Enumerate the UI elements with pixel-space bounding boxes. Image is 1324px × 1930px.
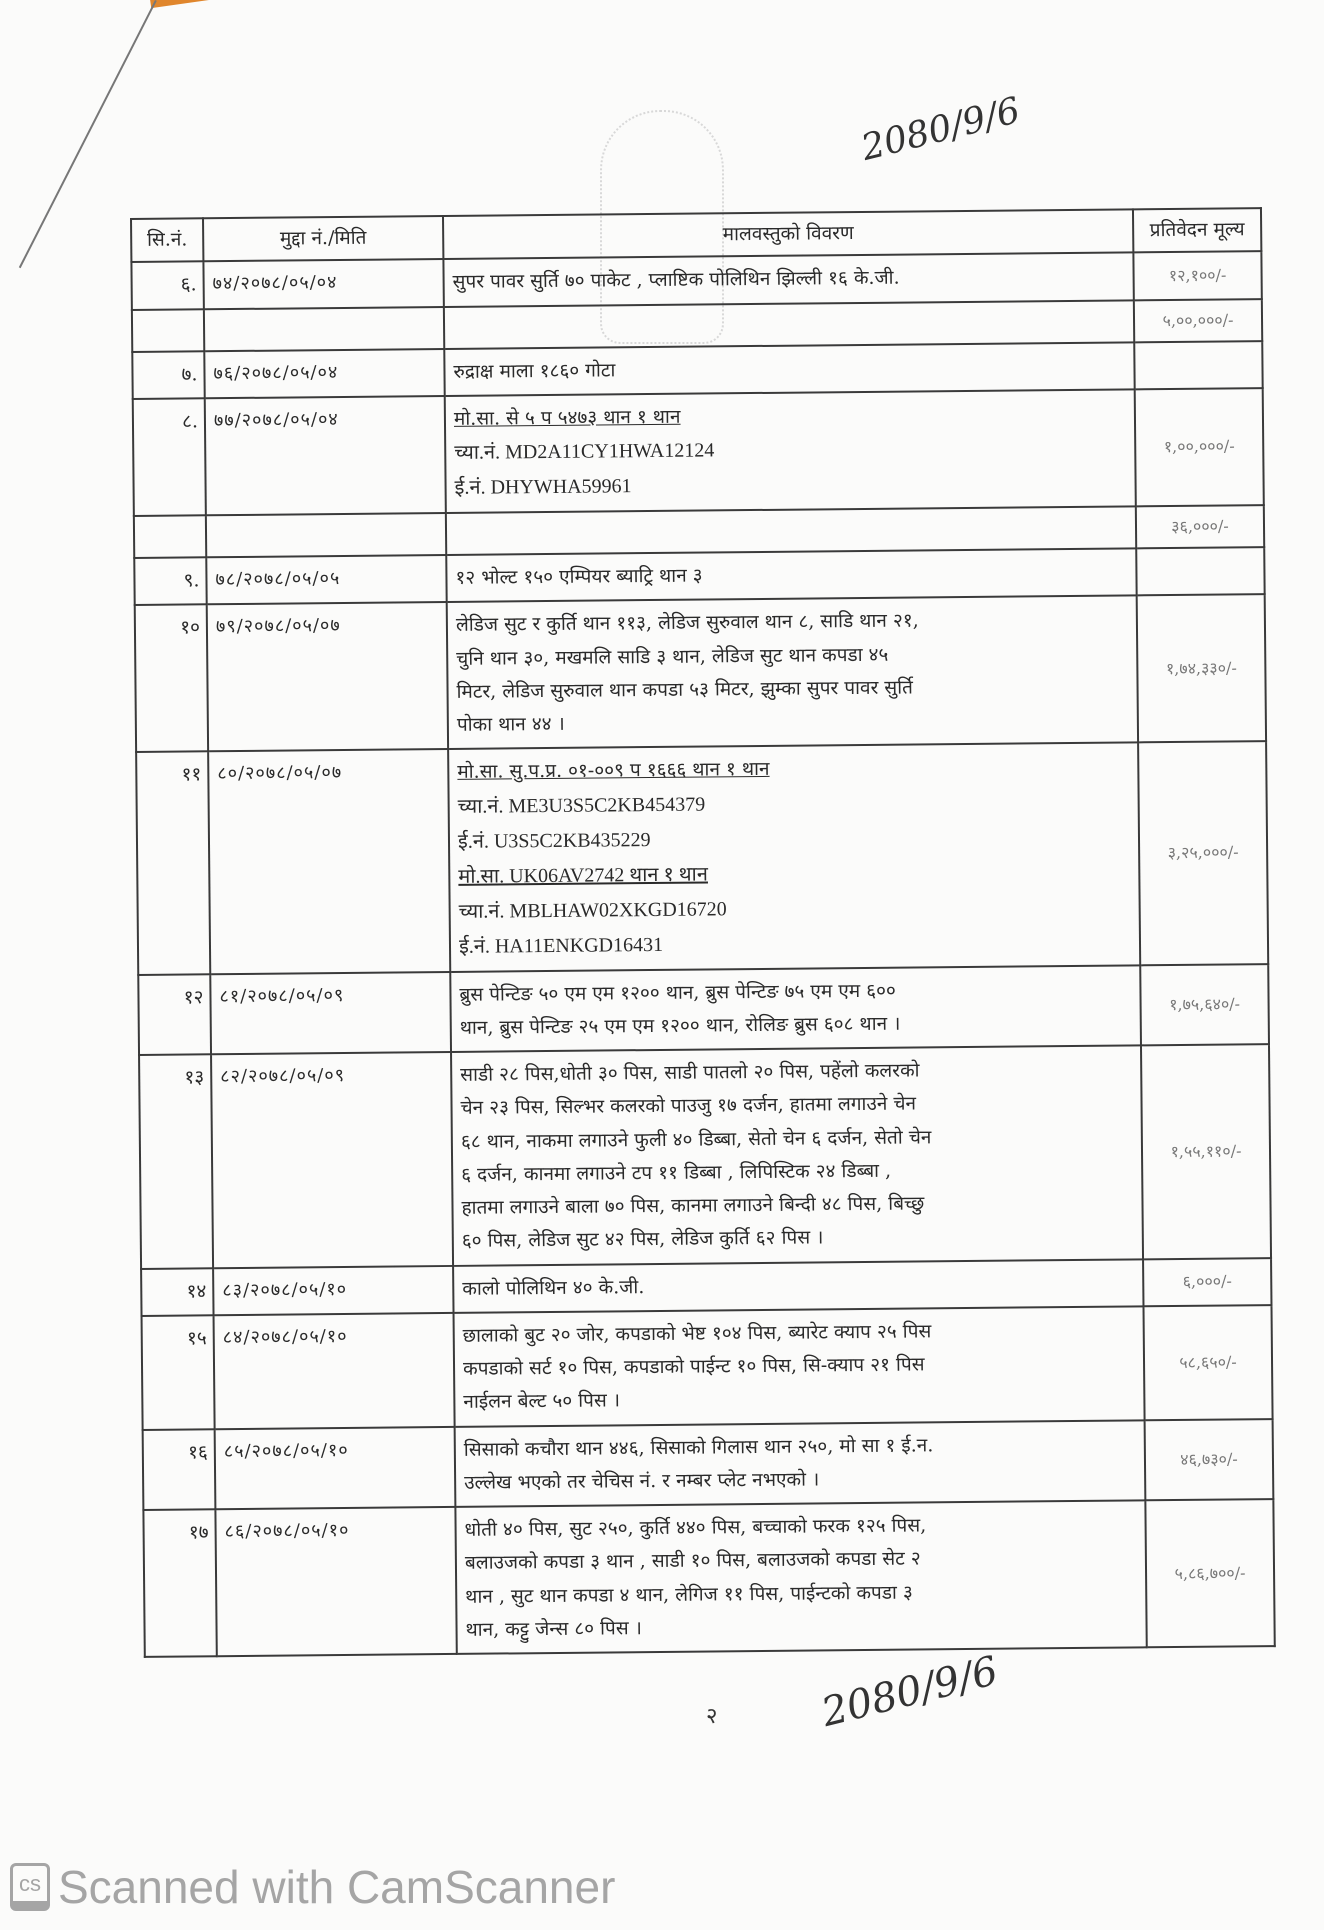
serial-cell: ११: [136, 752, 210, 975]
description-line: १२ भोल्ट १५० एम्पियर ब्याट्रि थान ३: [455, 564, 703, 589]
serial-cell: ७.: [132, 351, 204, 399]
description-cell: [455, 1500, 1146, 1654]
value-cell: ५८,६५०/-: [1143, 1305, 1272, 1420]
table-row: [143, 1419, 1274, 1510]
serial-cell: [132, 309, 204, 352]
description-line: थान , सुट थान कपडा ४ थान, लेगिज ११ पिस, पाईन्टको कपडा ३: [465, 1581, 913, 1608]
table-row: [133, 388, 1264, 516]
description-line: पोका थान ४४ ।: [456, 712, 565, 736]
case-cell: ८५/२०७८/०५/१०: [215, 1426, 456, 1509]
description-cell: [445, 389, 1136, 513]
paper-corner-fold: [149, 0, 210, 8]
description-line: च्या.नं. MD2A11CY1HWA12124: [454, 439, 715, 464]
goods-valuation-table: [130, 207, 1274, 1658]
header-case: मुद्दा नं./मिति: [203, 216, 443, 262]
case-cell: ८४/२०७८/०५/१०: [214, 1313, 455, 1429]
description-cell: [453, 1259, 1143, 1313]
value-cell: ६,०००/-: [1143, 1258, 1271, 1306]
case-cell: ८६/२०७८/०५/१०: [215, 1507, 456, 1656]
value-cell: ५,००,०००/-: [1134, 299, 1262, 342]
signature-bottom: [817, 1649, 1002, 1735]
table-row: [138, 964, 1269, 1055]
description-line: थान, ब्रुस पेन्टिङ २५ एम एम १२०० थान, रोलिङ ब्रुस ६०८ थान ।: [459, 1012, 901, 1039]
description-line: नाईलन बेल्ट ५० पिस ।: [463, 1389, 621, 1414]
description-line: थान, कट्टु जेन्स ८० पिस ।: [465, 1616, 642, 1641]
description-cell: [450, 965, 1141, 1052]
description-line: ६० पिस, लेडिज सुट ४२ पिस, लेडिज कुर्ति ६२ पिस ।: [461, 1226, 824, 1253]
serial-cell: [134, 515, 206, 558]
signature-date: 2080/9/6: [857, 90, 1025, 169]
value-cell: ५,८६,७००/-: [1145, 1499, 1274, 1647]
description-line: मो.सा. सु.प.प्र. ०१-००९ प १६६६ थान १ थान: [457, 758, 770, 784]
serial-cell: १०: [135, 605, 208, 753]
serial-cell: १७: [143, 1509, 216, 1657]
value-cell: १,७४,३३०/-: [1137, 594, 1266, 742]
description-line: ई.नं. HA11ENKGD16431: [458, 933, 664, 958]
case-cell: ८३/२०७८/०५/१०: [213, 1265, 453, 1315]
description-line: रुद्राक्ष माला १८६० गोटा: [453, 358, 616, 383]
description-cell: [443, 253, 1133, 307]
value-cell: ३६,०००/-: [1136, 505, 1264, 548]
signature-top: [858, 91, 1024, 169]
case-cell: ८१/२०७८/०५/०९: [210, 971, 451, 1054]
table-row: [139, 1044, 1271, 1268]
value-cell: १,५५,११०/-: [1141, 1044, 1271, 1259]
signature-date: 2080/9/6: [817, 1647, 1003, 1737]
table-row: [142, 1305, 1273, 1430]
description-line: च्या.नं. MBLHAW02XKGD16720: [458, 897, 727, 923]
table-body: [131, 251, 1274, 1657]
description-line: मिटर, लेडिज सुरुवाल थान कपडा ५३ मिटर, झुम्का सुपर पावर सुर्ति: [456, 676, 914, 703]
header-serial: सि.नं.: [131, 218, 203, 262]
description-cell: [446, 548, 1136, 602]
case-cell: ७८/२०७८/०५/०५: [206, 555, 446, 605]
serial-cell: १२: [138, 974, 211, 1055]
description-line: कालो पोलिथिन ४० के.जी.: [462, 1275, 645, 1300]
table-row: [136, 741, 1268, 974]
description-line: धोती ४० पिस, सुट २५०, कुर्ति ४४० पिस, बच्चाको फरक १२५ पिस,: [464, 1514, 927, 1541]
description-line: चुनि थान ३०, मखमलि साडि ३ थान, लेडिज सुट थान कपडा ४५: [456, 643, 889, 670]
description-line: च्या.नं. ME3U3S5C2KB454379: [457, 793, 706, 818]
description-line: मो.सा. UK06AV2742 थान १ थान: [458, 862, 708, 888]
table-row: [143, 1499, 1274, 1657]
case-cell: ७९/२०७८/०५/०७: [207, 602, 448, 751]
description-line: लेडिज सुट र कुर्ति थान ११३, लेडिज सुरुवाल थान ८, साडि थान २१,: [455, 609, 919, 637]
serial-cell: ८.: [133, 398, 206, 516]
serial-cell: ९.: [134, 557, 206, 605]
serial-cell: १४: [141, 1268, 213, 1316]
case-cell: ७४/२०७८/०५/०४: [203, 259, 443, 309]
page-number: २: [706, 1704, 718, 1729]
serial-cell: १३: [139, 1054, 213, 1268]
description-line: ६ दर्जन, कानमा लगाउने टप ११ डिब्बा , लिपिस्टिक २४ डिब्बा ,: [461, 1159, 892, 1186]
description-line: चेन २३ पिस, सिल्भर कलरको पाउजु १७ दर्जन, हातमा लगाउने चेन: [460, 1092, 917, 1120]
description-cell: [447, 596, 1138, 750]
value-cell: १,७५,६४०/-: [1140, 964, 1269, 1046]
description-line: ब्रुस पेन्टिङ ५० एम एम १२०० थान, ब्रुस पेन्टिङ ७५ एम एम ६००: [459, 979, 896, 1006]
description-line: हातमा लगाउने बाला ७० पिस, कानमा लगाउने बिन्दी ४८ पिस, बिच्छु: [461, 1192, 925, 1219]
header-description: मालवस्तुको विवरण: [443, 209, 1133, 259]
description-line: छालाको बुट २० जोर, कपडाको भेष्ट १०४ पिस, ब्यारेट क्याप २५ पिस: [462, 1320, 932, 1347]
description-line: साडी २८ पिस,धोती ३० पिस, साडी पातलो २० पिस, पहेंलो कलरको: [460, 1059, 920, 1086]
case-cell: [206, 513, 446, 557]
case-cell: ८२/२०७८/०५/०९: [211, 1052, 453, 1268]
description-cell: [454, 1306, 1145, 1426]
watermark-text: Scanned with CamScanner: [58, 1861, 616, 1913]
description-line: मो.सा. से ५ प ५४७३ थान १ थान: [453, 405, 681, 430]
description-cell: [444, 342, 1134, 396]
serial-cell: १५: [142, 1315, 215, 1429]
description-cell: [446, 506, 1136, 555]
table-row: [135, 594, 1266, 752]
description-line: कपडाको सर्ट १० पिस, कपडाको पाईन्ट १० पिस, सि-क्याप २१ पिस: [462, 1353, 925, 1380]
value-cell: [1134, 341, 1262, 389]
value-cell: १,००,०००/-: [1135, 388, 1264, 506]
serial-cell: १६: [143, 1429, 216, 1510]
description-line: ई.नं. U3S5C2KB435229: [457, 828, 651, 853]
description-cell: [444, 300, 1134, 349]
header-value: प्रतिवेदन मूल्य: [1133, 208, 1261, 252]
description-line: ६८ थान, नाकमा लगाउने फुली ४० डिब्बा, सेतो चेन ६ दर्जन, सेतो चेन: [460, 1125, 932, 1153]
value-cell: ४६,७३०/-: [1145, 1419, 1274, 1501]
case-cell: ७६/२०७८/०५/०४: [204, 348, 444, 398]
value-cell: [1136, 547, 1264, 595]
description-line: सिसाको कचौरा थान ४४६, सिसाको गिलास थान २५०, मो सा १ ई.न.: [463, 1433, 934, 1461]
value-cell: ३,२५,०००/-: [1138, 741, 1268, 964]
description-line: उल्लेख भएको तर चेचिस नं. र नम्बर प्लेट नभएको ।: [464, 1468, 820, 1494]
camscanner-watermark: [10, 1860, 615, 1914]
case-cell: ८०/२०७८/०५/०७: [208, 749, 450, 974]
description-cell: [455, 1420, 1146, 1507]
value-cell: १२,१००/-: [1133, 251, 1261, 299]
serial-cell: ६.: [131, 262, 203, 310]
description-line: सुपर पावर सुर्ति ७० पाकेट , प्लाष्टिक पोलिथिन झिल्ली १६ के.जी.: [452, 266, 900, 294]
description-cell: [448, 743, 1140, 972]
description-line: बलाउजको कपडा ३ थान , साडी १० पिस, बलाउजको कपडा सेट २: [464, 1547, 921, 1575]
case-cell: [204, 306, 444, 350]
case-cell: ७७/२०७८/०५/०४: [205, 396, 446, 516]
description-cell: [451, 1045, 1143, 1265]
description-line: ई.नं. DHYWHA59961: [454, 475, 632, 499]
camscanner-logo-icon: cs: [10, 1863, 50, 1911]
